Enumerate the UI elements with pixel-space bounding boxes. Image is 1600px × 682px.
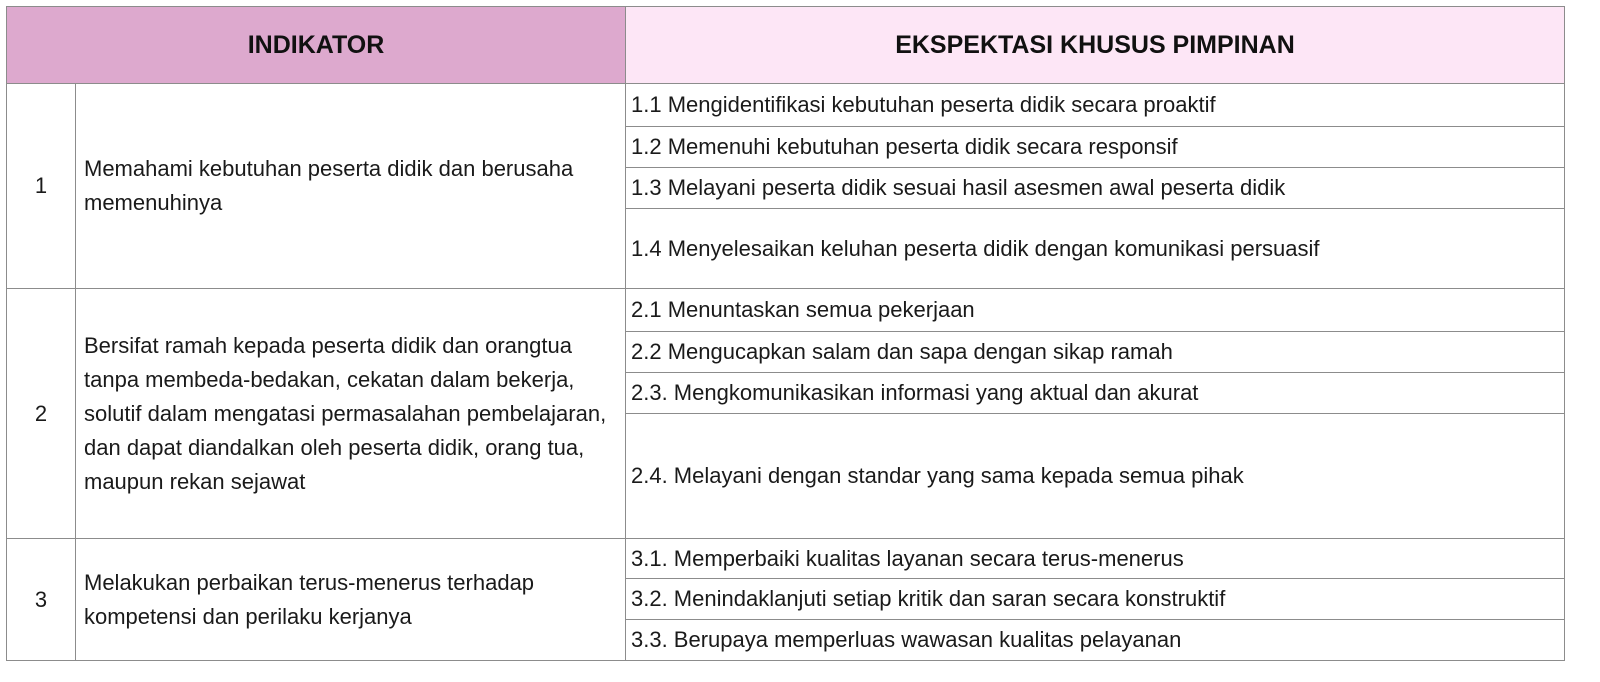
- expectation-cell: 1.4 Menyelesaikan keluhan peserta didik dengan komunikasi persuasif: [626, 209, 1565, 289]
- expectation-cell: 2.3. Mengkomunikasikan informasi yang aktual dan akurat: [626, 373, 1565, 414]
- expectation-cell: 1.2 Memenuhi kebutuhan peserta didik secara responsif: [626, 127, 1565, 168]
- expectation-cell: 2.1 Menuntaskan semua pekerjaan: [626, 289, 1565, 332]
- expectation-cell: 1.1 Mengidentifikasi kebutuhan peserta didik secara proaktif: [626, 84, 1565, 127]
- header-ekspektasi: EKSPEKTASI KHUSUS PIMPINAN: [626, 7, 1565, 84]
- expectation-cell: 1.3 Melayani peserta didik sesuai hasil asesmen awal peserta didik: [626, 168, 1565, 209]
- row-number: 1: [7, 84, 76, 289]
- table-row: [7, 289, 1565, 332]
- expectation-cell: 3.2. Menindaklanjuti setiap kritik dan saran secara konstruktif: [626, 579, 1565, 620]
- table-row: [7, 84, 1565, 127]
- expectation-cell: 3.3. Berupaya memperluas wawasan kualitas pelayanan: [626, 620, 1565, 661]
- indicator-text: Bersifat ramah kepada peserta didik dan orangtua tanpa membeda-bedakan, cekatan dalam bekerja, solutif dalam mengatasi permasalahan pembelajaran, dan dapat diandalkan oleh peserta didik, orang tua, maupun rekan sejawat: [76, 289, 626, 539]
- table-row: [7, 539, 1565, 579]
- indicator-text: Melakukan perbaikan terus-menerus terhadap kompetensi dan perilaku kerjanya: [76, 539, 626, 661]
- indicator-text: Memahami kebutuhan peserta didik dan berusaha memenuhinya: [76, 84, 626, 289]
- row-number: 2: [7, 289, 76, 539]
- row-number: 3: [7, 539, 76, 661]
- indicator-table: [6, 6, 1565, 661]
- expectation-cell: 2.4. Melayani dengan standar yang sama kepada semua pihak: [626, 414, 1565, 539]
- expectation-cell: 2.2 Mengucapkan salam dan sapa dengan sikap ramah: [626, 332, 1565, 373]
- expectation-cell: 3.1. Memperbaiki kualitas layanan secara terus-menerus: [626, 539, 1565, 579]
- header-indikator: INDIKATOR: [7, 7, 626, 84]
- header-row: [7, 7, 1565, 84]
